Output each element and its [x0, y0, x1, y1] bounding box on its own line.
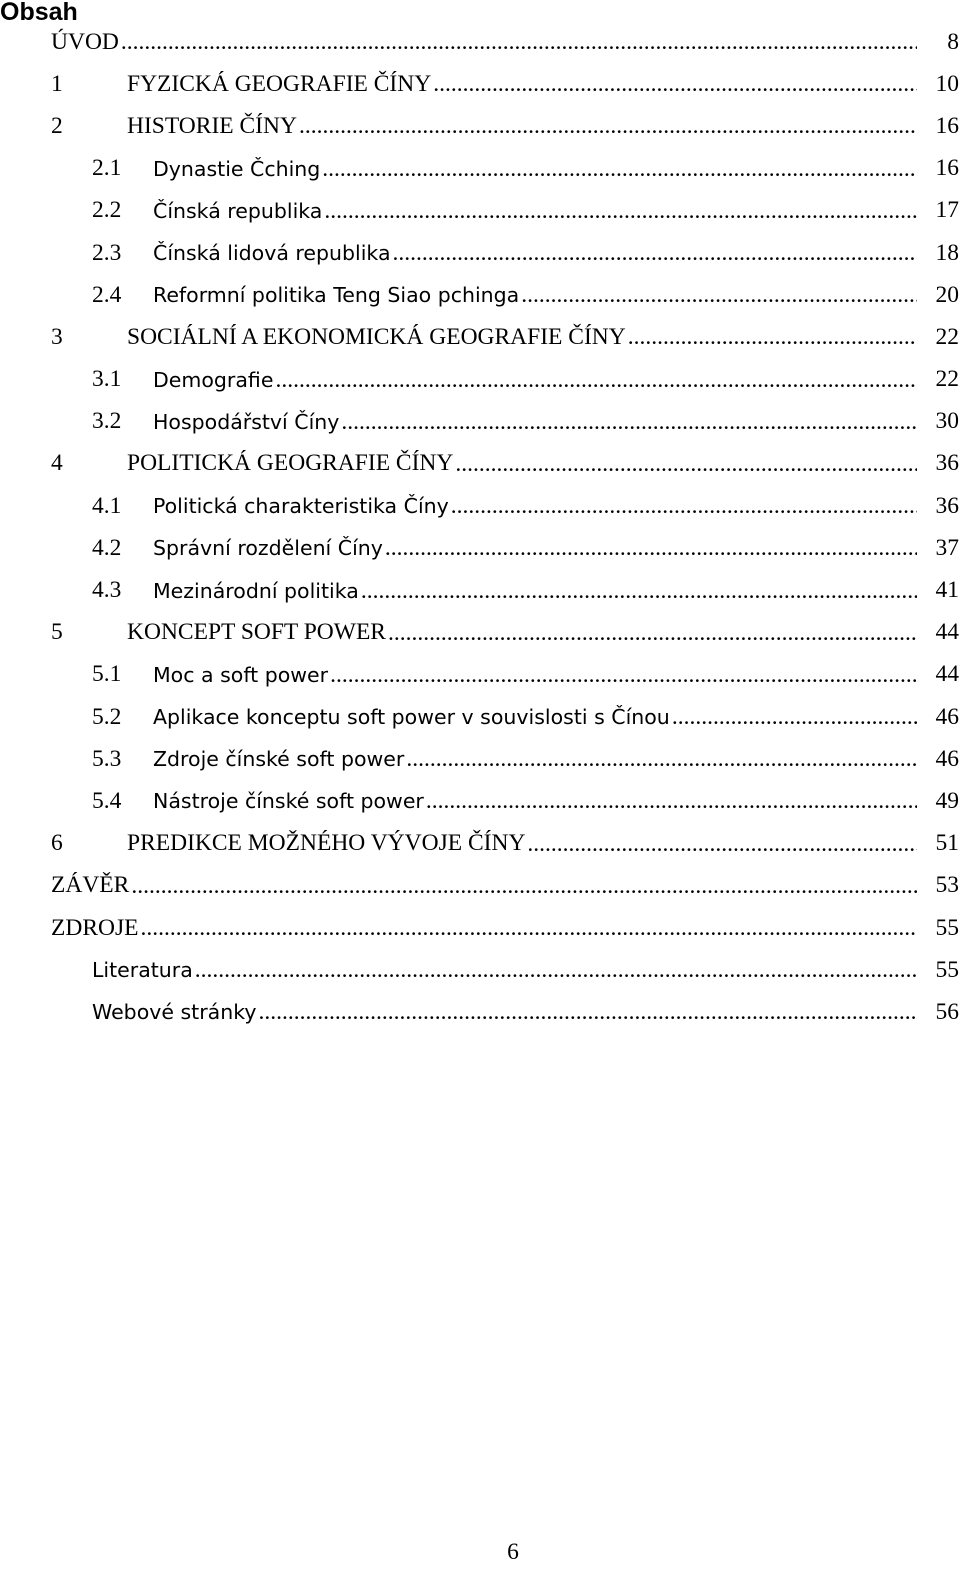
- toc-entry-line: [92, 696, 960, 738]
- toc-entry-page: 44: [935, 619, 959, 646]
- toc-entry-title: Aplikace konceptu soft power v souvislosti s Čínou: [153, 705, 670, 730]
- toc-entry-page: 16: [935, 112, 959, 139]
- toc-entry[interactable]: [0, 654, 960, 696]
- toc-dot-leader: [433, 70, 917, 98]
- toc-entry-title: Nástroje čínské soft power: [153, 789, 424, 814]
- toc-entry[interactable]: [0, 865, 960, 907]
- toc-entry-page: 36: [935, 492, 959, 519]
- toc-entry-line: [92, 232, 960, 274]
- toc-dot-leader: [330, 661, 917, 689]
- toc-dot-leader: [195, 956, 917, 984]
- toc-entry[interactable]: [0, 823, 960, 865]
- toc-entry-title: ZDROJE: [51, 914, 139, 941]
- toc-entry-title: Reformní politika Teng Siao pchinga: [153, 283, 520, 308]
- toc-entry-number: 2.4: [92, 281, 122, 308]
- toc-entry-line: [92, 485, 960, 527]
- toc-entry[interactable]: [0, 105, 960, 147]
- toc-entry-title: Hospodářství Číny: [153, 409, 340, 434]
- toc-dot-leader: [426, 787, 917, 815]
- toc-entry[interactable]: [0, 316, 960, 358]
- toc-entry-title: Literatura: [92, 958, 193, 983]
- toc-dot-leader: [361, 577, 917, 605]
- toc-entry[interactable]: [0, 907, 960, 949]
- toc-entry-number: 4.3: [92, 577, 122, 604]
- toc-entry-line: [51, 612, 960, 654]
- toc-entry-title: HISTORIE ČÍNY: [127, 112, 297, 139]
- toc-dot-leader: [455, 450, 917, 478]
- toc-entry-title: Demografie: [153, 367, 274, 392]
- toc-entry[interactable]: [0, 569, 960, 611]
- toc-entry-page: 22: [935, 366, 959, 393]
- toc-entry-page: 49: [935, 787, 959, 814]
- toc-dot-leader: [121, 28, 917, 56]
- toc-entry-line: [92, 949, 960, 991]
- toc-entry[interactable]: [0, 696, 960, 738]
- toc-entry-title: Moc a soft power: [153, 662, 329, 687]
- toc-entry-number: 2.2: [92, 197, 122, 224]
- toc-entry-number: 2.3: [92, 239, 122, 266]
- toc-entry-page: 16: [935, 155, 959, 182]
- toc-entry-line: [51, 443, 960, 485]
- toc-entry-page: 8: [947, 28, 959, 55]
- toc-dot-leader: [628, 323, 917, 351]
- toc-entry-page: 22: [935, 323, 959, 350]
- toc-entry-title: Správní rozdělení Číny: [153, 536, 383, 561]
- toc-entry-page: 37: [935, 534, 959, 561]
- toc-entry-page: 46: [935, 745, 959, 772]
- toc-entry-number: 3.2: [92, 408, 122, 435]
- toc-dot-leader: [140, 914, 917, 942]
- toc-entry-number: 5.1: [92, 661, 122, 688]
- toc-dot-leader: [258, 998, 917, 1026]
- toc-dot-leader: [131, 872, 917, 900]
- toc-entry-line: [92, 359, 960, 401]
- toc-entry-title: Čínská lidová republika: [153, 241, 391, 266]
- toc-entry-line: [92, 654, 960, 696]
- toc-entry-line: [51, 316, 960, 358]
- toc-entry-page: 10: [935, 70, 959, 97]
- toc-entry-page: 41: [935, 577, 959, 604]
- toc-entry-page: 56: [935, 998, 959, 1025]
- toc-entry-number: 3: [51, 323, 63, 350]
- toc-dot-leader: [672, 703, 917, 731]
- toc-entry-number: 1: [51, 70, 63, 97]
- toc-entry-number: 5: [51, 619, 63, 646]
- toc-entry-title: KONCEPT SOFT POWER: [127, 619, 386, 646]
- toc-entry-page: 53: [935, 872, 959, 899]
- toc-entry[interactable]: [0, 274, 960, 316]
- toc-entry-line: [92, 569, 960, 611]
- toc-entry-line: [92, 527, 960, 569]
- toc-entry-line: [51, 21, 960, 63]
- toc-entry-line: [92, 780, 960, 822]
- toc-dot-leader: [406, 745, 917, 773]
- toc-entry[interactable]: [0, 991, 960, 1033]
- toc-entry-number: 2.1: [92, 155, 122, 182]
- toc-entry-title: Zdroje čínské soft power: [153, 747, 405, 772]
- toc-entry-line: [92, 738, 960, 780]
- toc-entry-title: POLITICKÁ GEOGRAFIE ČÍNY: [127, 450, 454, 477]
- toc-entry-line: [92, 274, 960, 316]
- toc-entry-number: 5.2: [92, 703, 122, 730]
- toc-entry-line: [51, 907, 960, 949]
- toc-entry-page: 30: [935, 408, 959, 435]
- toc-entry-page: 20: [935, 281, 959, 308]
- toc-entry-page: 46: [935, 703, 959, 730]
- toc-entry[interactable]: [0, 485, 960, 527]
- toc-entry-title: Politická charakteristika Číny: [153, 494, 449, 519]
- toc-dot-leader: [341, 408, 917, 436]
- toc-entry-line: [92, 148, 960, 190]
- toc-entry-title: Webové stránky: [92, 1000, 257, 1025]
- toc-dot-leader: [521, 281, 917, 309]
- toc-entry[interactable]: [0, 232, 960, 274]
- toc-entry-line: [51, 865, 960, 907]
- toc-entry-number: 5.4: [92, 787, 122, 814]
- toc-entry-line: [51, 105, 960, 147]
- toc-entry-line: [92, 991, 960, 1033]
- toc-entry-title: Mezinárodní politika: [153, 578, 359, 603]
- toc-entry[interactable]: [0, 443, 960, 485]
- toc-dot-leader: [527, 830, 917, 858]
- toc-entry[interactable]: [0, 612, 960, 654]
- toc-entry-page: 36: [935, 450, 959, 477]
- toc-entry-line: [51, 823, 960, 865]
- toc-entry-title: ZÁVĚR: [51, 872, 130, 899]
- toc-dot-leader: [385, 534, 917, 562]
- toc-entry-number: 3.1: [92, 366, 122, 393]
- toc-entry-page: 55: [935, 956, 959, 983]
- toc-entry-number: 2: [51, 112, 63, 139]
- toc-entry[interactable]: [0, 190, 960, 232]
- toc-entry-number: 6: [51, 830, 63, 857]
- toc-entry-page: 44: [935, 661, 959, 688]
- toc-entry[interactable]: [0, 63, 960, 105]
- toc-entry[interactable]: [0, 527, 960, 569]
- toc-entry-number: 4.2: [92, 534, 122, 561]
- toc-entry[interactable]: [0, 359, 960, 401]
- toc-entry-title: FYZICKÁ GEOGRAFIE ČÍNY: [127, 70, 432, 97]
- toc-entry[interactable]: [0, 949, 960, 991]
- toc-dot-leader: [393, 239, 917, 267]
- toc-entry[interactable]: [0, 738, 960, 780]
- toc-heading: Obsah: [0, 0, 78, 26]
- toc-entry[interactable]: [0, 21, 960, 63]
- toc-entry-page: 51: [935, 830, 959, 857]
- toc-entry-title: ÚVOD: [51, 28, 119, 55]
- toc-entry-number: 4: [51, 450, 63, 477]
- toc-entry-title: SOCIÁLNÍ A EKONOMICKÁ GEOGRAFIE ČÍNY: [127, 323, 626, 350]
- toc-entry-title: PREDIKCE MOŽNÉHO VÝVOJE ČÍNY: [127, 830, 526, 857]
- toc-entry[interactable]: [0, 148, 960, 190]
- toc-entry[interactable]: [0, 780, 960, 822]
- toc-dot-leader: [275, 366, 917, 394]
- toc-entry-line: [51, 63, 960, 105]
- toc-entry-number: 5.3: [92, 745, 122, 772]
- toc-entry-page: 17: [935, 197, 959, 224]
- toc-dot-leader: [324, 197, 917, 225]
- toc-entry-title: Čínská republika: [153, 198, 323, 223]
- page-number: 6: [507, 1539, 519, 1565]
- toc-entry-page: 55: [935, 914, 959, 941]
- toc-entry-number: 4.1: [92, 492, 122, 519]
- toc-entry-line: [92, 190, 960, 232]
- table-of-contents: [0, 21, 960, 1034]
- toc-entry-page: 18: [935, 239, 959, 266]
- toc-entry-line: [92, 401, 960, 443]
- toc-entry[interactable]: [0, 401, 960, 443]
- toc-dot-leader: [388, 619, 917, 647]
- toc-dot-leader: [322, 155, 917, 183]
- toc-dot-leader: [299, 112, 917, 140]
- toc-dot-leader: [451, 492, 917, 520]
- toc-entry-title: Dynastie Čching: [153, 156, 321, 181]
